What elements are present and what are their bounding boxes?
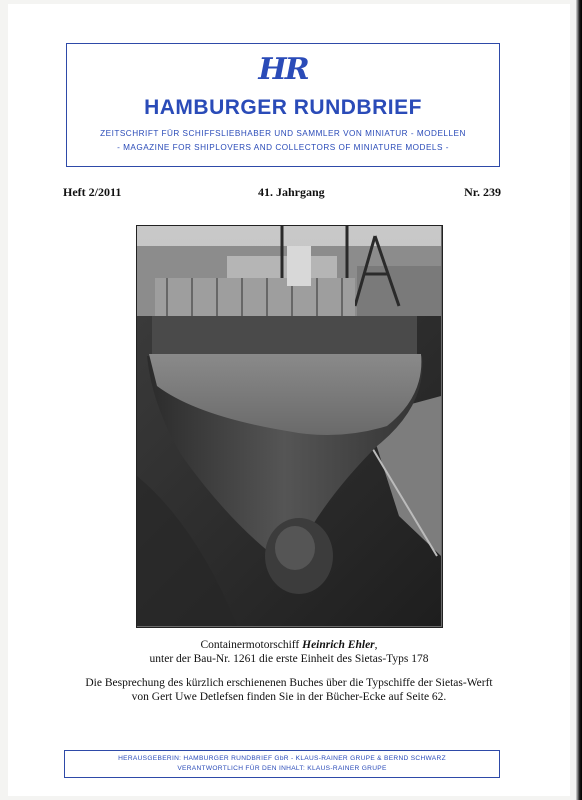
cover-photo: [136, 225, 443, 628]
publisher-line: HERAUSGEBERIN: HAMBURGER RUNDBRIEF GbR - KLAUS-RAINER GRUPE & BERND SCHWARZ: [118, 755, 446, 762]
photo-caption-line2: unter der Bau-Nr. 1261 die erste Einheit des Sietas-Typs 178: [149, 653, 429, 665]
subtitle-german: ZEITSCHRIFT FÜR SCHIFFSLIEBHABER UND SAMMLER VON MINIATUR - MODELLEN: [100, 129, 466, 138]
issue-heft: Heft 2/2011: [63, 185, 122, 199]
ship-bow-illustration: [137, 226, 441, 626]
caption-suffix: ,: [374, 639, 378, 651]
book-review-note-line1: Die Besprechung des kürzlich erschienenen Buches über die Typschiffe der Sietas-Werft: [85, 677, 493, 689]
publisher-footer: [64, 750, 500, 778]
subtitle-english: - MAGAZINE FOR SHIPLOVERS AND COLLECTORS OF MINIATURE MODELS -: [117, 143, 449, 152]
magazine-cover: [8, 4, 570, 796]
caption-prefix: Containermotorschiff: [200, 639, 303, 651]
photo-caption-line1: [38, 638, 540, 652]
logo: HR: [258, 52, 308, 87]
issue-number: Nr. 239: [464, 185, 501, 199]
masthead: [66, 43, 500, 167]
page-edge-shadow: [576, 0, 582, 800]
responsible-line: VERANTWORTLICH FÜR DEN INHALT: KLAUS-RAINER GRUPE: [177, 765, 387, 772]
book-review-note-line2: von Gert Uwe Detlefsen finden Sie in der Bücher-Ecke auf Seite 62.: [131, 691, 447, 703]
ship-name: Heinrich Ehler: [302, 639, 375, 651]
issue-volume: 41. Jahrgang: [258, 185, 325, 199]
magazine-title: HAMBURGER RUNDBRIEF: [144, 96, 422, 119]
